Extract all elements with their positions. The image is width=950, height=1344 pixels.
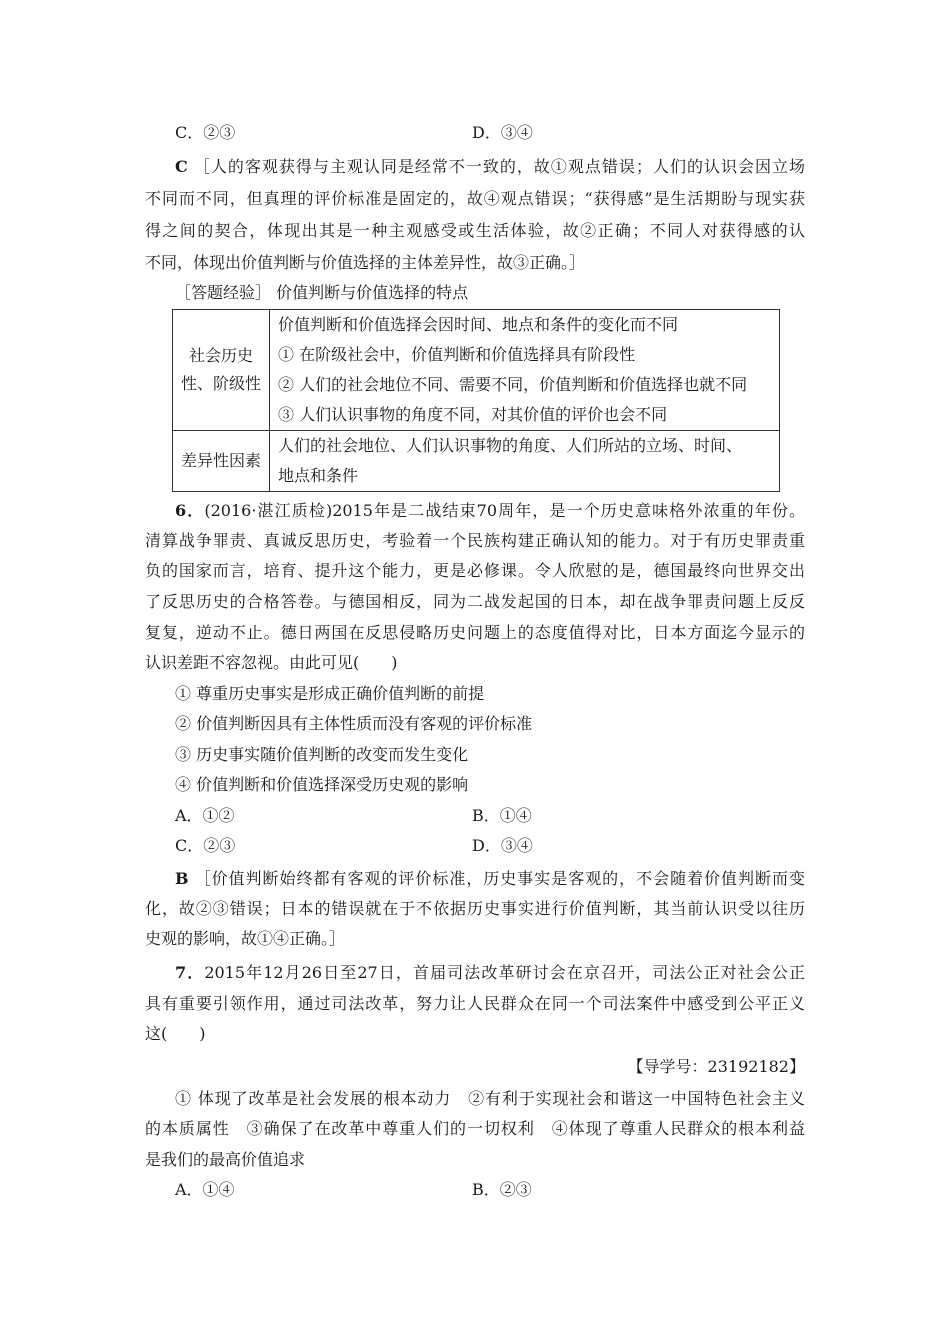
answer-explanation-line: B ［价值判断始终都有客观的评价标准，历史事实是客观的，不会随着价值判断而变 xyxy=(175,869,805,888)
question-number: 7． xyxy=(175,963,205,982)
question-6-stem-line: 复复，逆动不止。德日两国在反思侵略历史问题上的态度值得对比，日本方面迄今显示的 xyxy=(145,623,805,642)
option-d: D．③④ xyxy=(472,836,533,855)
question-6-stem-line: 6．(2016·湛江质检)2015年是二战结束70周年，是一个历史意味格外浓重的年份。 xyxy=(175,501,805,520)
answer-explanation-line: 史观的影响，故①④正确。］ xyxy=(145,929,346,948)
question-6-stem-line: 了反思历史的合格答卷。与德国相反，同为二战发起国的日本，却在战争罪责问题上反反 xyxy=(145,592,805,611)
option-a: A．①② xyxy=(175,806,235,825)
question-6-stem-line: 认识差距不容忽视。由此可见( ) xyxy=(145,653,398,672)
experience-table xyxy=(172,309,780,492)
statement-2: ② 价值判断因具有主体性质而没有客观的评价标准 xyxy=(175,714,533,733)
experience-heading: ［答题经验］ 价值判断与价值选择的特点 xyxy=(175,283,469,302)
guide-number: 【导学号：23192182】 xyxy=(627,1057,805,1076)
question-6-stem-line: 清算战争罪责、真诚反思历史，考验着一个民族构建正确认知的能力。对于有历史罪责重 xyxy=(145,531,805,550)
option-b: B．②③ xyxy=(472,1180,532,1199)
option-b: B．①④ xyxy=(472,806,532,825)
answer-explanation-line: 得之间的契合，体现出其是一种主观感受或生活体验，故②正确；不同人对获得感的认 xyxy=(145,221,805,240)
option-row xyxy=(175,1180,835,1200)
option-c: C．②③ xyxy=(175,123,236,142)
table-value-cell: 价值判断和价值选择会因时间、地点和条件的变化而不同 ① 在阶级社会中，价值判断和价值选择具有阶段性 ② 人们的社会地位不同、需要不同，价值判断和价值选择也就不同 ③ 人们认识事物的角度不同，对其价值的评价也会不同 xyxy=(270,310,780,431)
answer-explanation-line: 化，故②③错误；日本的错误就在于不依据历史事实进行价值判断，其当前认识受以往历 xyxy=(145,899,805,918)
option-c: C．②③ xyxy=(175,836,236,855)
option-d: D．③④ xyxy=(472,123,533,142)
option-row xyxy=(175,836,835,856)
statement-line: ① 体现了改革是社会发展的根本动力 ②有利于实现社会和谐这一中国特色社会主义 xyxy=(175,1089,805,1108)
table-value-cell: 人们的社会地位、人们认识事物的角度、人们所站的立场、时间、 地点和条件 xyxy=(270,431,780,492)
statement-4: ④ 价值判断和价值选择深受历史观的影响 xyxy=(175,775,469,794)
statement-3: ③ 历史事实随价值判断的改变而发生变化 xyxy=(175,745,469,764)
question-6-stem-line: 负的国家而言，培育、提升这个能力，更是必修课。令人欣慰的是，德国最终向世界交出 xyxy=(145,561,805,580)
answer-letter: B xyxy=(175,869,189,888)
statement-line: 是我们的最高价值追求 xyxy=(145,1150,306,1169)
question-7-stem-line: 具有重要引领作用，通过司法改革，努力让人民群众在同一个司法案件中感受到公平正义 xyxy=(145,994,805,1013)
option-a: A．①④ xyxy=(175,1180,235,1199)
question-number: 6． xyxy=(175,501,205,520)
answer-explanation-line: 不同，体现出价值判断与价值选择的主体差异性，故③正确。］ xyxy=(145,253,586,272)
statement-1: ① 尊重历史事实是形成正确价值判断的前提 xyxy=(175,684,485,703)
question-7-stem-line: 这( ) xyxy=(145,1024,206,1043)
table-row xyxy=(173,431,780,492)
answer-explanation-line: 不同而不同，但真理的评价标准是固定的，故④观点错误；“获得感”是生活期盼与现实获 xyxy=(145,189,805,208)
question-7-stem-line: 7．2015年12月26日至27日，首届司法改革研讨会在京召开，司法公正对社会公正 xyxy=(175,963,805,982)
table-key-cell: 差异性因素 xyxy=(173,431,270,492)
option-row xyxy=(175,123,835,143)
table-key-cell: 社会历史 性、阶级性 xyxy=(173,310,270,431)
option-row xyxy=(175,806,835,826)
answer-explanation-line: C ［人的客观获得与主观认同是经常不一致的，故①观点错误；人们的认识会因立场 xyxy=(175,157,805,176)
answer-letter: C xyxy=(175,157,188,176)
statement-line: 的本质属性 ③确保了在改革中尊重人们的一切权利 ④体现了尊重人民群众的根本利益 xyxy=(145,1119,805,1138)
table-row xyxy=(173,310,780,431)
